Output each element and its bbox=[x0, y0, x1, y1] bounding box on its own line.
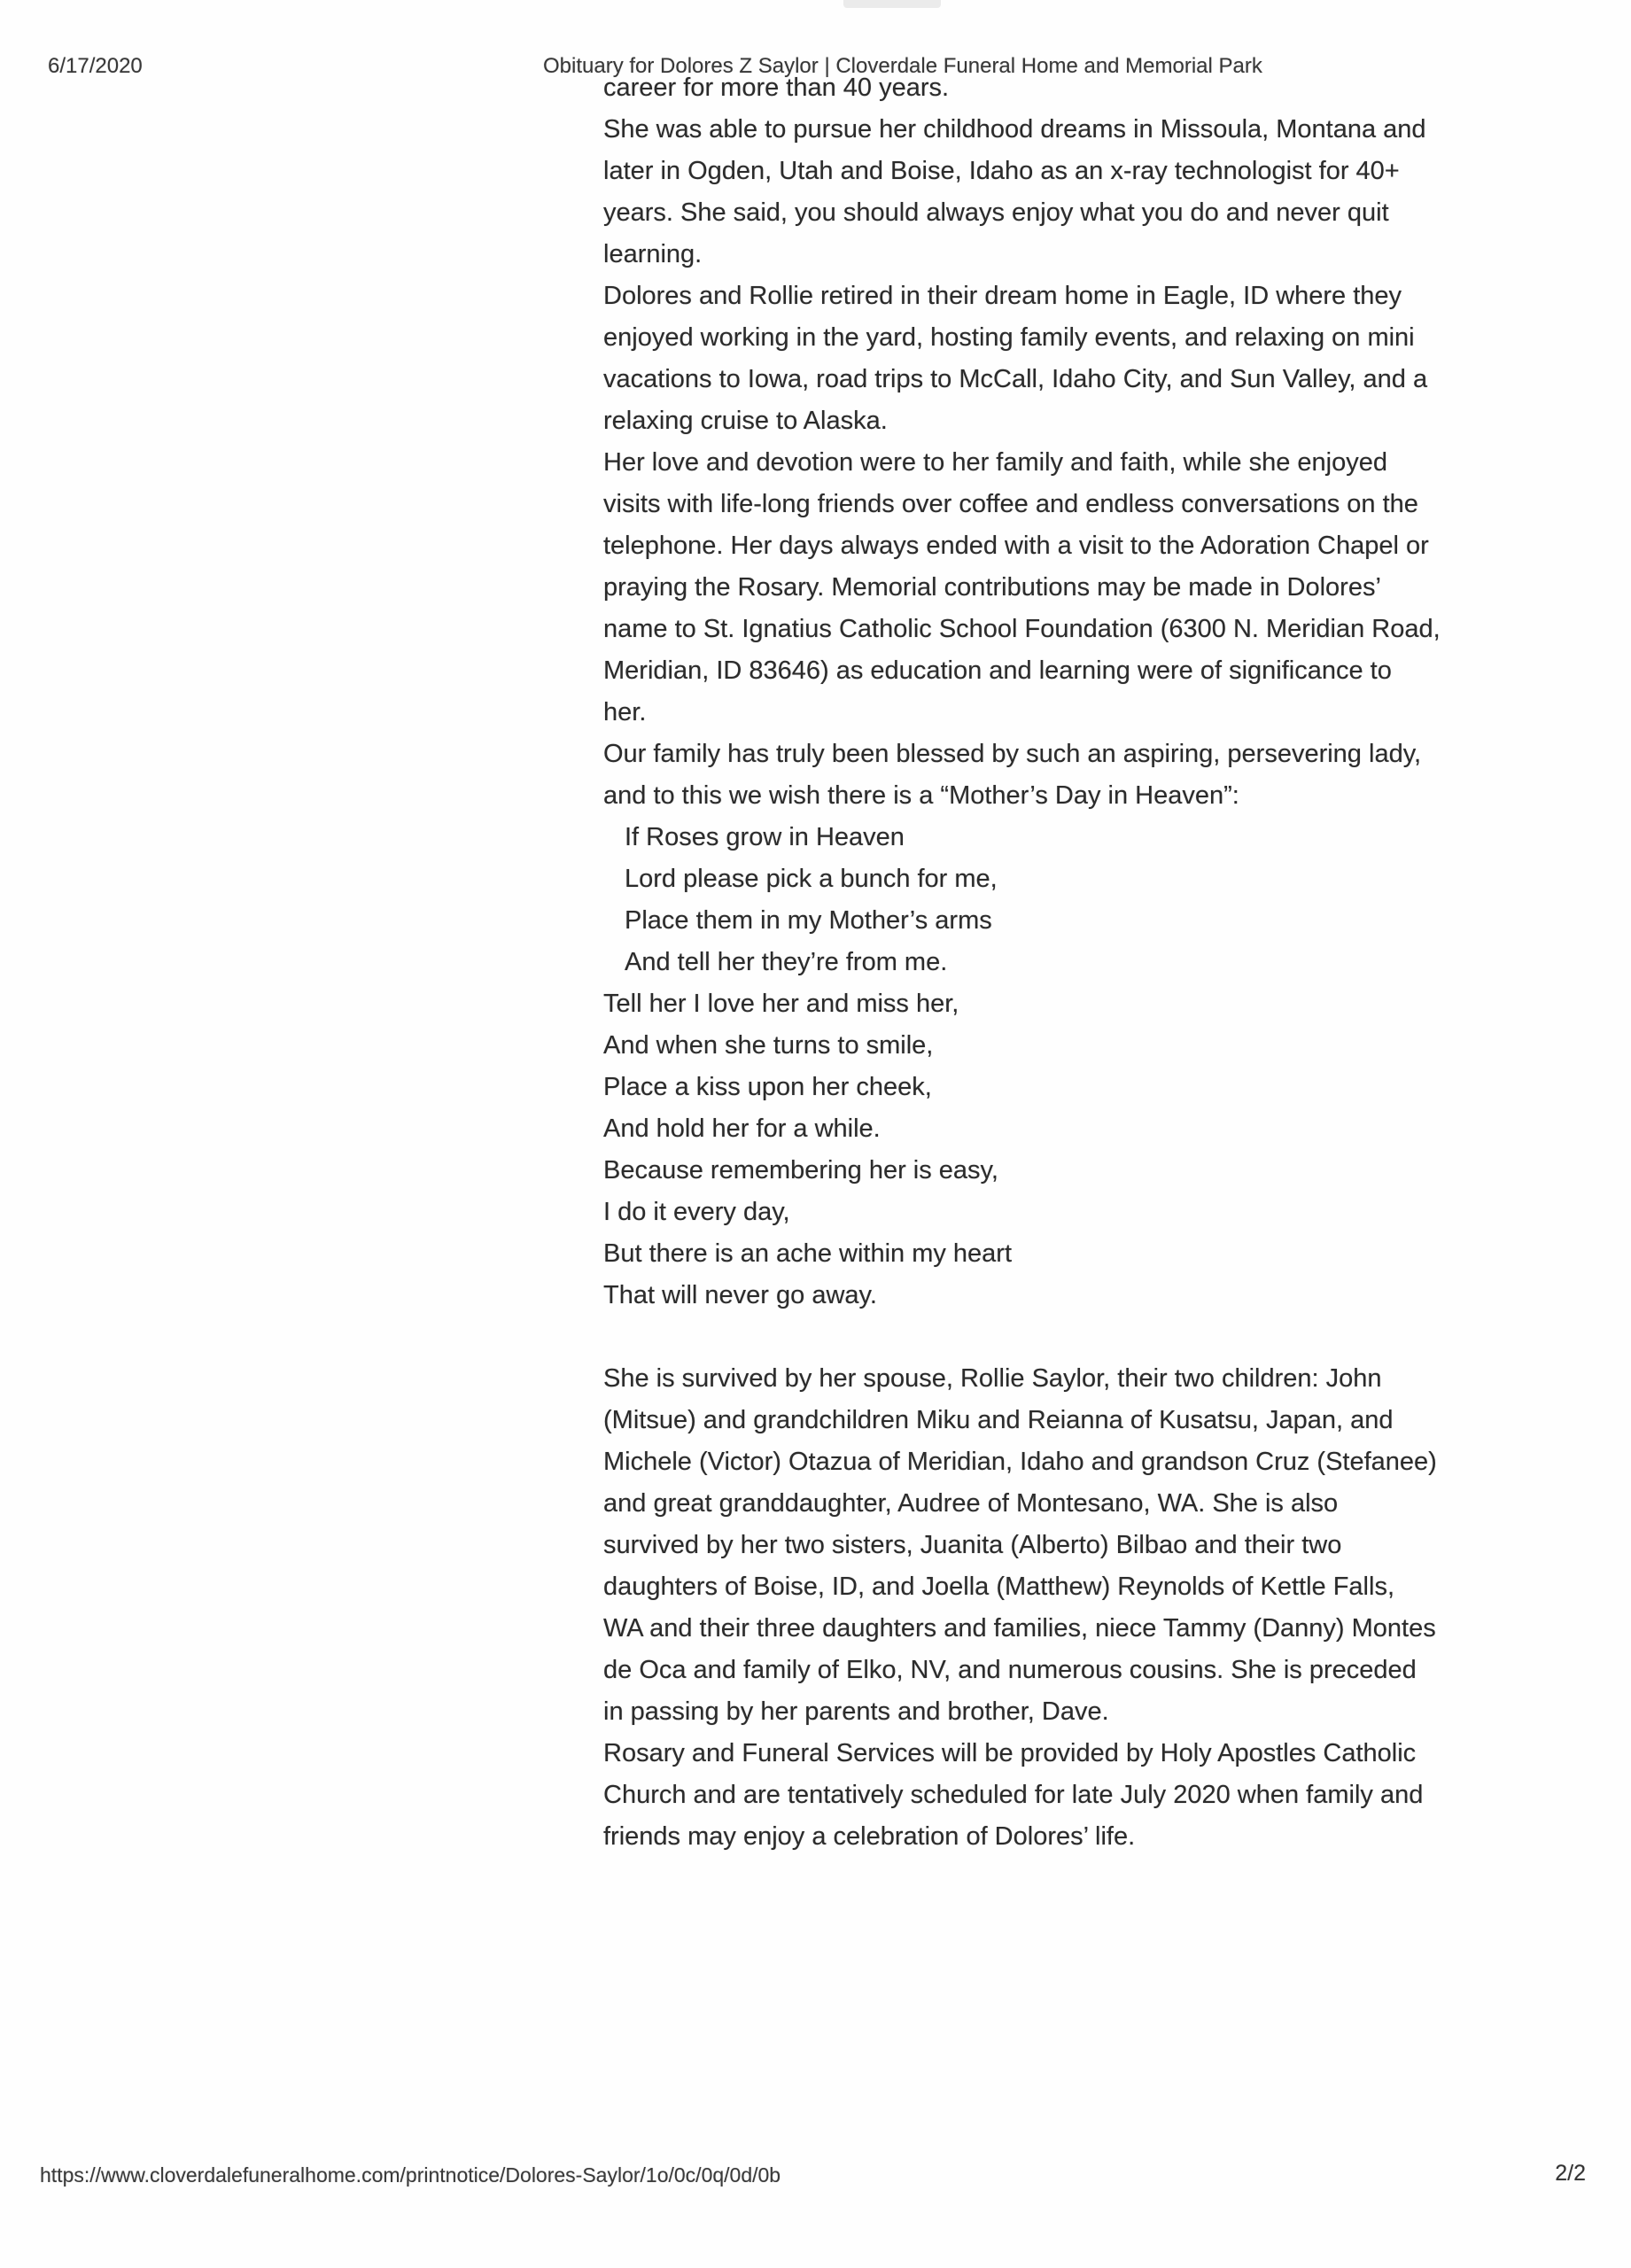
text-line: de Oca and family of Elko, NV, and numerous cousins. She is preceded bbox=[603, 1656, 1417, 1684]
text-line: Michele (Victor) Otazua of Meridian, Idaho and grandson Cruz (Stefanee) bbox=[603, 1448, 1437, 1476]
print-header-date: 6/17/2020 bbox=[48, 54, 143, 78]
text-line: vacations to Iowa, road trips to McCall, Idaho City, and Sun Valley, and a bbox=[603, 365, 1428, 393]
text-line: visits with life-long friends over coffee and endless conversations on the bbox=[603, 490, 1418, 518]
text-line: daughters of Boise, ID, and Joella (Matthew) Reynolds of Kettle Falls, bbox=[603, 1573, 1394, 1601]
blank-line bbox=[603, 1317, 1578, 1358]
text-line: in passing by her parents and brother, Dave. bbox=[603, 1697, 1109, 1726]
text-line: and to this we wish there is a “Mother’s Day in Heaven”: bbox=[603, 781, 1239, 810]
text-line: telephone. Her days always ended with a visit to the Adoration Chapel or bbox=[603, 532, 1429, 560]
text-line: Place them in my Mother’s arms bbox=[625, 906, 992, 935]
text-line: her. bbox=[603, 698, 647, 726]
print-header-title: Obituary for Dolores Z Saylor | Cloverdale Funeral Home and Memorial Park bbox=[543, 54, 1262, 78]
text-line: But there is an ache within my heart bbox=[603, 1239, 1013, 1268]
text-line: Church and are tentatively scheduled for late July 2020 when family and bbox=[603, 1781, 1424, 1809]
text-line: That will never go away. bbox=[603, 1281, 877, 1309]
print-footer-page-indicator: 2/2 bbox=[1555, 2161, 1586, 2186]
text-line: If Roses grow in Heaven bbox=[625, 823, 905, 851]
text-line: Place a kiss upon her cheek, bbox=[603, 1073, 932, 1101]
text-line: And hold her for a while. bbox=[603, 1115, 881, 1143]
text-line: career for more than 40 years. bbox=[603, 74, 950, 102]
text-line: later in Ogden, Utah and Boise, Idaho as an x-ray technologist for 40+ bbox=[603, 157, 1400, 185]
text-line: learning. bbox=[603, 240, 703, 268]
text-line: survived by her two sisters, Juanita (Alberto) Bilbao and their two bbox=[603, 1531, 1342, 1559]
text-line: And when she turns to smile, bbox=[603, 1031, 934, 1060]
text-line: She was able to pursue her childhood dreams in Missoula, Montana and bbox=[603, 115, 1426, 144]
text-line: relaxing cruise to Alaska. bbox=[603, 407, 888, 435]
text-line: years. She said, you should always enjoy what you do and never quit bbox=[603, 198, 1389, 227]
text-line: name to St. Ignatius Catholic School Foundation (6300 N. Meridian Road, bbox=[603, 615, 1441, 643]
text-line: Lord please pick a bunch for me, bbox=[625, 865, 998, 893]
text-line: Dolores and Rollie retired in their dream home in Eagle, ID where they bbox=[603, 282, 1402, 310]
text-line: And tell her they’re from me. bbox=[625, 948, 948, 976]
text-line: (Mitsue) and grandchildren Miku and Reianna of Kusatsu, Japan, and bbox=[603, 1406, 1394, 1434]
obituary-text bbox=[603, 67, 1578, 1858]
scan-artifact bbox=[843, 0, 941, 8]
text-line: friends may enjoy a celebration of Dolores’ life. bbox=[603, 1822, 1136, 1851]
text-line: enjoyed working in the yard, hosting family events, and relaxing on mini bbox=[603, 323, 1415, 352]
text-line: Tell her I love her and miss her, bbox=[603, 990, 959, 1018]
text-line: WA and their three daughters and families, niece Tammy (Danny) Montes bbox=[603, 1614, 1436, 1643]
text-line: She is survived by her spouse, Rollie Saylor, their two children: John bbox=[603, 1364, 1382, 1393]
text-line: Meridian, ID 83646) as education and learning were of significance to bbox=[603, 656, 1392, 685]
text-line: praying the Rosary. Memorial contributions may be made in Dolores’ bbox=[603, 573, 1381, 602]
text-line: Her love and devotion were to her family and faith, while she enjoyed bbox=[603, 448, 1388, 477]
text-line: I do it every day, bbox=[603, 1198, 790, 1226]
text-line: Because remembering her is easy, bbox=[603, 1156, 998, 1184]
text-line: and great granddaughter, Audree of Montesano, WA. She is also bbox=[603, 1489, 1339, 1518]
text-line: Rosary and Funeral Services will be provided by Holy Apostles Catholic bbox=[603, 1739, 1417, 1767]
print-footer-url: https://www.cloverdalefuneralhome.com/printnotice/Dolores-Saylor/1o/0c/0q/0d/0b bbox=[40, 2163, 781, 2186]
text-line: Our family has truly been blessed by such an aspiring, persevering lady, bbox=[603, 740, 1422, 768]
